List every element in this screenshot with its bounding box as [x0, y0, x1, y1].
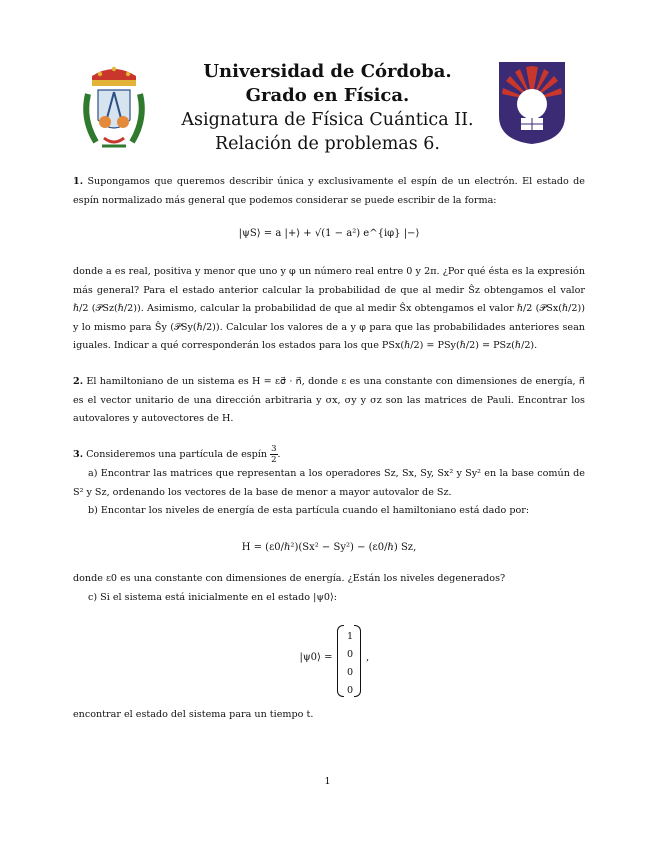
problem-1-text: donde a es real, positiva y menor que uno y φ un número real entre 0 y 2π. ¿Por qué ésta es la expresión más general? Para el estado anterior calcular la probabilidad de que al medir Ŝz obtengamos el valor ℏ/2 (𝒫Sz(ℏ/2)). Asimismo, calcular la probabilidad de que al medir Ŝx obtengamos el valor ℏ/2 (𝒫Sx(ℏ/2)) y lo mismo para Ŝy (𝒫Sy(ℏ/2)). Calcular los valores de a y φ para que las probabilidades anteriores sean iguales. Indicar a qué corresponderán los estados para los que PSx(ℏ/2) = PSy(ℏ/2) = PSz(ℏ/2).	[73, 266, 585, 352]
problem-3-hamiltonian: H = (ε0/ℏ²)(Sx² − Sy²) − (ε0/ℏ) Sz,	[241, 542, 417, 553]
university-title: Universidad de Córdoba.	[203, 61, 452, 82]
problem-1-body	[73, 263, 585, 356]
vector-entry: 0	[346, 649, 354, 660]
spin-fraction: $\frac{3}{2}$	[271, 444, 277, 465]
problem-3: 3. Consideremos una partícula de espín $\frac{3}{2}$ . a) Encontrar las matrices que representan a los operadores Sz, Sx, Sy, Sx² y Sy² en la base común de S² y Sz, ordenando los vectores de la base de menor a mayor autovalor de Sz. b) Encontar los niveles de energía de esta partícula cuando el hamiltoniano está dado por:	[73, 444, 585, 521]
left-bracket	[337, 625, 344, 697]
vector-comma: ,	[366, 652, 370, 663]
problem-3-final: encontrar el estado del sistema para un tiempo t.	[73, 709, 314, 720]
subject-title: Asignatura de Física Cuántica II.	[181, 110, 474, 130]
sheet-title: Relación de problemas 6.	[215, 134, 440, 154]
problem-3-intro: Consideremos una partícula de espín	[86, 449, 268, 460]
vector-entry: 0	[346, 685, 354, 696]
problem-1-intro: Supongamos que queremos describir única y exclusivamente el espín de un electrón. El estado de espín normalizado más general que podemos considerar se puede escribir de la forma:	[73, 176, 585, 206]
vector-entry: 1	[346, 631, 354, 642]
crest-icon	[78, 64, 150, 154]
vector-entry: 0	[346, 667, 354, 678]
problem-1-equation: |ψS⟩ = a |+⟩ + √(1 − a²) e^{iφ} |−⟩	[238, 228, 420, 239]
problem-3c: c) Si el sistema está inicialmente en el estado |ψ0⟩:	[88, 591, 337, 603]
problem-number: 2	[73, 376, 80, 387]
document-header	[175, 60, 480, 156]
problem-number: 3	[73, 449, 80, 460]
uco-emblem-logo	[497, 60, 567, 146]
degree-title: Grado en Física.	[245, 85, 410, 106]
problem-2: 2. El hamiltoniano de un sistema es H = εσ⃗ · n⃗, donde ε es una constante con dimensiones de energía, n⃗ es el vector unitario de una dirección arbitraria y σx, σy y σz son las matrices de Pauli. Encontrar los autovalores y autovectores de H.	[73, 376, 585, 425]
state-label: |ψ0⟩ =	[299, 652, 333, 663]
problem-2-text: El hamiltoniano de un sistema es H = εσ⃗ · n⃗, donde ε es una constante con dimensiones de energía, n⃗ es el vector unitario de una dirección arbitraria y σx, σy y σz son las matrices de Pauli. Encontrar los autovalores y autovectores de H.	[73, 376, 585, 425]
university-crest-logo	[78, 64, 150, 154]
right-bracket	[354, 625, 361, 697]
problem-number: 1	[73, 176, 80, 187]
state-vector	[337, 625, 361, 695]
problem-3-after	[73, 570, 585, 607]
page-number: 1	[324, 776, 331, 787]
problem-3-degenerate: donde ε0 es una constante con dimensiones de energía. ¿Están los niveles degenerados?	[73, 573, 506, 584]
emblem-icon	[497, 60, 567, 146]
problem-3a: a) Encontrar las matrices que representan a los operadores Sz, Sx, Sy, Sx² y Sy² en la base común de S² y Sz, ordenando los vectores de la base de menor a mayor autovalor de Sz.	[73, 468, 585, 498]
problem-3b: b) Encontar los niveles de energía de esta partícula cuando el hamiltoniano está dado por:	[88, 505, 530, 517]
problem-1: 1. Supongamos que queremos describir única y exclusivamente el espín de un electrón. El estado de espín normalizado más general que podemos considerar se puede escribir de la forma:	[73, 176, 585, 206]
